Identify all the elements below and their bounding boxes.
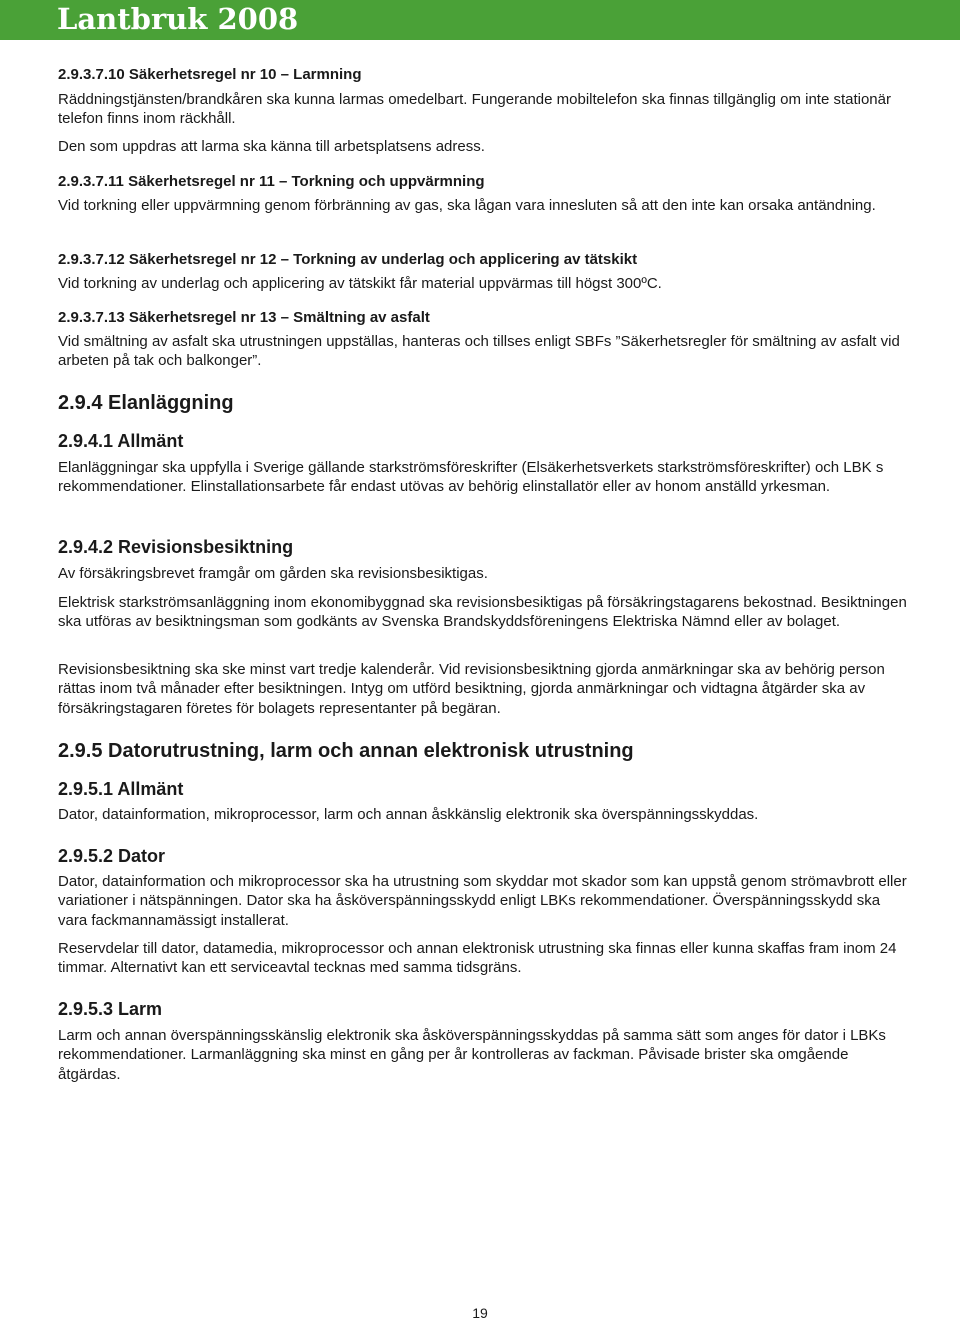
datorutrustning-heading: 2.9.5 Datorutrustning, larm och annan elektronisk utrustning bbox=[58, 740, 634, 762]
section-12-heading: 2.9.3.7.12 Säkerhetsregel nr 12 – Torkning av underlag och applicering av tätskikt bbox=[58, 251, 638, 268]
page-header bbox=[0, 0, 960, 40]
section-13-heading: 2.9.3.7.13 Säkerhetsregel nr 13 – Smältning av asfalt bbox=[58, 309, 430, 326]
section-10-heading: 2.9.3.7.10 Säkerhetsregel nr 10 – Larmning bbox=[58, 66, 362, 83]
page-number: 19 bbox=[472, 1305, 488, 1321]
larm-heading: 2.9.5.3 Larm bbox=[58, 999, 163, 1019]
dator-paragraph-1: Dator, datainformation och mikroprocessor ska ha utrustning som skyddar mot skador som kan uppstå genom strömavbrott eller variationer i nätspänningen. Dator ska ha åsköverspänningsskydd enligt LBKs rekommendationer. Överspänningsskydd ska vara fackmannamässigt installerat. bbox=[58, 873, 907, 929]
elanlaggning-allmant-paragraph: Elanläggningar ska uppfylla i Sverige gällande starkströmsföreskrifter (Elsäkerhetsverkets starkströmsföreskrifter) och LBK s rekommendationer. Elinstallationsarbete får endast utövas av behörig elinstallatör eller av honom anställd yrkesman. bbox=[58, 459, 884, 496]
elanlaggning-allmant-heading: 2.9.4.1 Allmänt bbox=[58, 431, 184, 451]
datorutrustning-allmant-heading: 2.9.5.1 Allmänt bbox=[58, 779, 184, 799]
section-10-paragraph-2: Den som uppdras att larma ska känna till arbetsplatsens adress. bbox=[58, 138, 485, 155]
datorutrustning-allmant-paragraph: Dator, datainformation, mikroprocessor, larm och annan åskkänslig elektronik ska överspänningsskyddas. bbox=[58, 806, 759, 823]
section-10-paragraph-1: Räddningstjänsten/brandkåren ska kunna larmas omedelbart. Fungerande mobiltelefon ska finnas tillgänglig om inte stationär telefon finns inom räckhåll. bbox=[58, 91, 891, 128]
revisionsbesiktning-paragraph-3: Revisionsbesiktning ska ske minst vart tredje kalenderår. Vid revisionsbesiktning gjorda anmärkningar ska av behörig person rättas inom två månader efter besiktningen. Intyg om utförd besiktning, gjorda anmärkningar och vidtagna åtgärder ska av försäkringstagaren företes för bolagets representanter på begäran. bbox=[58, 661, 885, 717]
elanlaggning-heading: 2.9.4 Elanläggning bbox=[58, 392, 234, 414]
revisionsbesiktning-heading: 2.9.4.2 Revisionsbesiktning bbox=[58, 537, 294, 557]
revisionsbesiktning-paragraph-1: Av försäkringsbrevet framgår om gården ska revisionsbesiktigas. bbox=[58, 565, 488, 582]
header-title: Lantbruk 2008 bbox=[57, 2, 299, 36]
section-11-paragraph-1: Vid torkning eller uppvärmning genom förbränning av gas, ska lågan vara innesluten så att den inte kan orsaka antändning. bbox=[58, 197, 876, 214]
revisionsbesiktning-paragraph-2: Elektrisk starkströmsanläggning inom ekonomibyggnad ska revisionsbesiktigas på försäkringstagarens bekostnad. Besiktningen ska utföras av besiktningsman som godkänts av Svenska Brandskyddsföreningens Elektriska Nämnd eller av bolaget. bbox=[58, 594, 907, 631]
dator-paragraph-2: Reservdelar till dator, datamedia, mikroprocessor och annan elektronisk utrustning ska finnas eller kunna skaffas fram inom 24 timmar. Alternativt kan ett serviceavtal tecknas med samma tidsgräns. bbox=[58, 940, 897, 977]
section-12-paragraph-1: Vid torkning av underlag och applicering av tätskikt får material uppvärmas till högst 300ºC. bbox=[58, 275, 662, 292]
dator-heading: 2.9.5.2 Dator bbox=[58, 846, 166, 866]
larm-paragraph: Larm och annan överspänningsskänslig elektronik ska åsköverspänningsskyddas på samma sätt som anges för dator i LBKs rekommendationer. Larmanläggning ska minst en gång per år kontrolleras av fackman. Påvisade brister ska omgående åtgärdas. bbox=[58, 1027, 886, 1083]
section-11-heading: 2.9.3.7.11 Säkerhetsregel nr 11 – Torkning och uppvärmning bbox=[58, 173, 485, 190]
section-13-paragraph-1: Vid smältning av asfalt ska utrustningen uppställas, hanteras och tillses enligt SBFs ”Säkerhetsregler för smältning av asfalt vid arbeten på tak och balkonger”. bbox=[58, 333, 900, 370]
